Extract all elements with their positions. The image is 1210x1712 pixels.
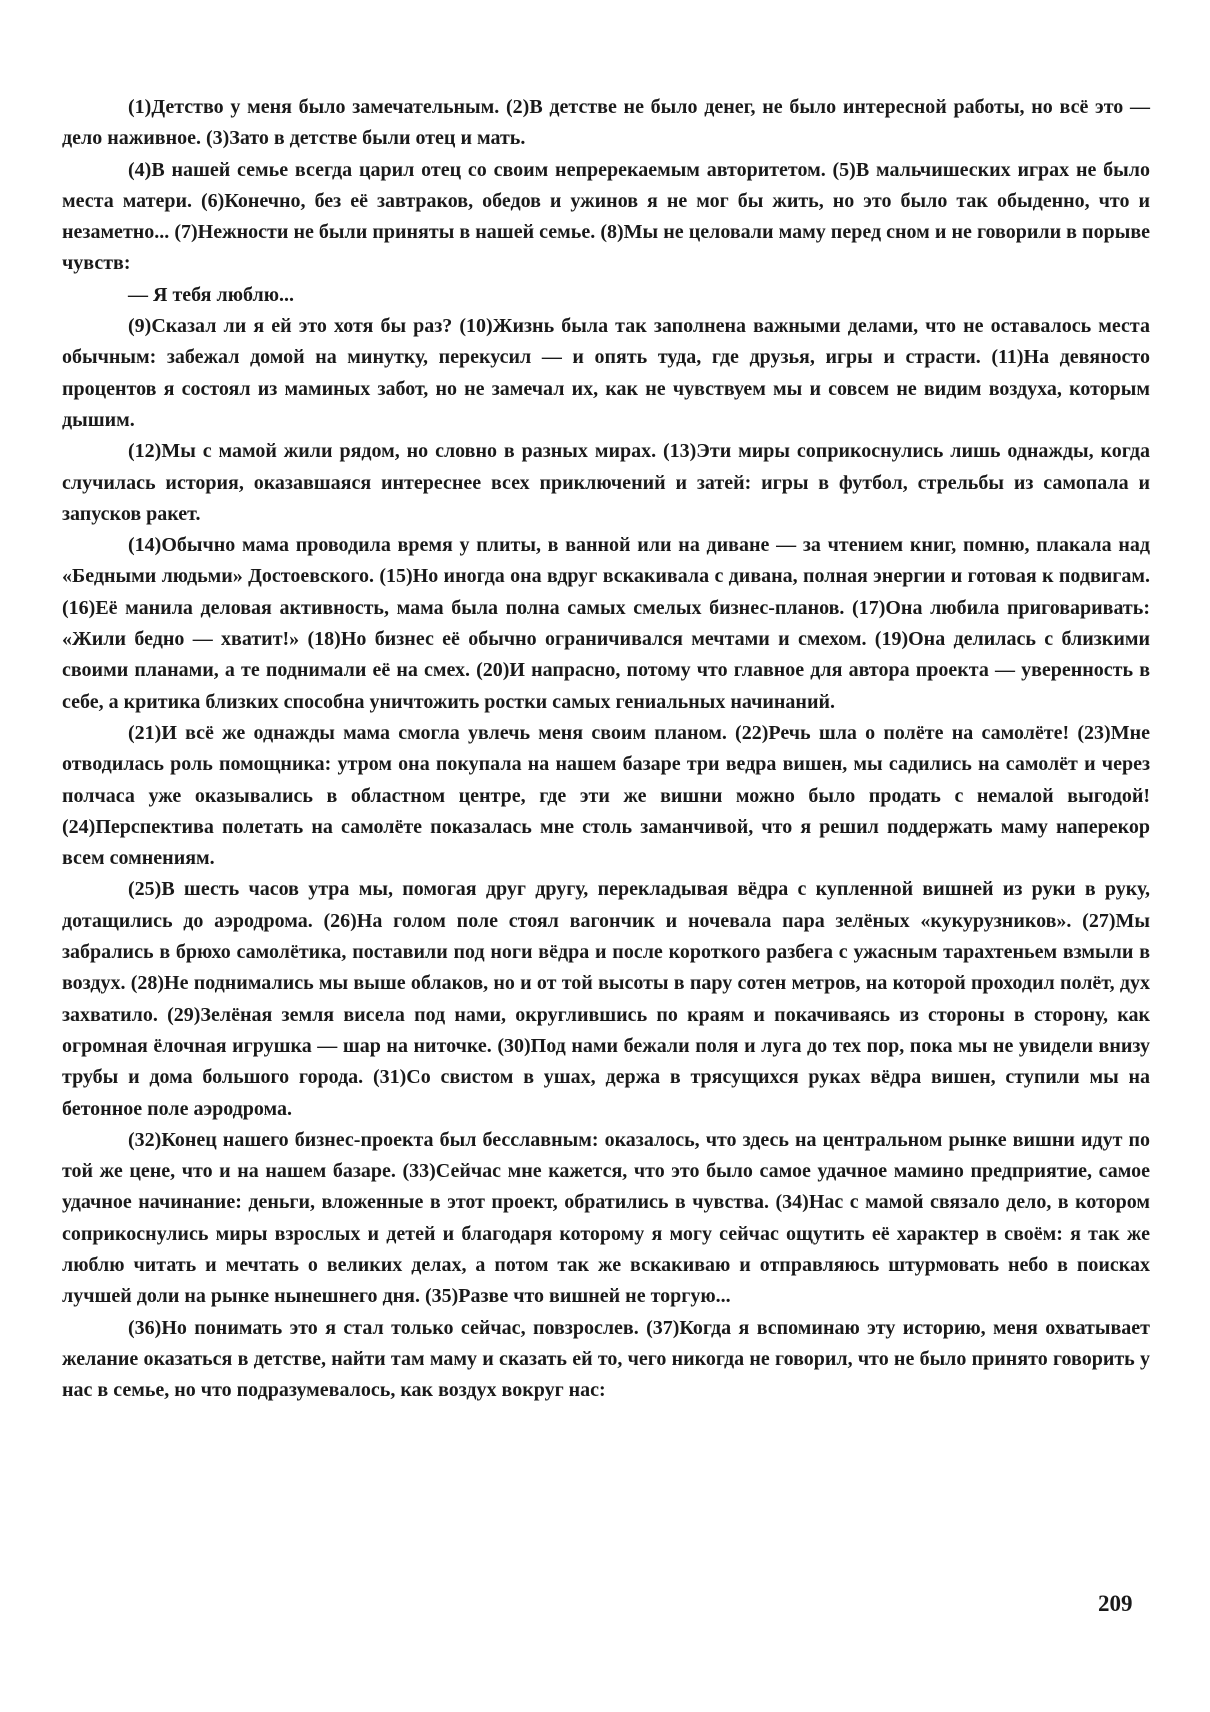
- paragraph-9: (32)Конец нашего бизнес-проекта был бесславным: оказалось, что здесь на центральном рынке вишни идут по той же цене, что и на нашем базаре. (33)Сейчас мне кажется, что это было самое удачное мамино предприятие, самое удачное начинание: деньги, вложенные в этот проект, обратились в чувства. (34)Нас с мамой связало дело, в котором соприкоснулись миры взрослых и детей и благодаря которому я могу сейчас ощутить её характер в своём: я так же люблю читать и мечтать о великих делах, а потом так же вскакиваю и отправляюсь штурмовать небо в поисках лучшей доли на рынке нынешнего дня. (35)Разве что вишней не торгую...: [62, 1128, 1150, 1308]
- paragraph-4: (9)Сказал ли я ей это хотя бы раз? (10)Жизнь была так заполнена важными делами, что не оставалось места обычным: забежал домой на минутку, перекусил — и опять туда, где друзья, игры и страсти. (11)На девяносто процентов я состоял из маминых забот, но не замечал их, как не чувствуем мы и совсем не видим воздуха, которым дышим.: [62, 315, 1150, 431]
- paragraph-8: (25)В шесть часов утра мы, помогая друг другу, перекладывая вёдра с купленной вишней из руки в руку, дотащились до аэродрома. (26)На голом поле стоял вагончик и ночевала пара зелёных «кукурузников». (27)Мы забрались в брюхо самолётика, поставили под ноги вёдра и после короткого разбега с ужасным тарахтеньем взмыли в воздух. (28)Не поднимались мы выше облаков, но и от той высоты в пару сотен метров, на которой проходил полёт, дух захватило. (29)Зелёная земля висела под нами, округлившись по краям и покачиваясь из стороны в сторону, как огромная ёлочная игрушка — шар на ниточке. (30)Под нами бежали поля и луга до тех пор, пока мы не увидели внизу трубы и дома большого города. (31)Со свистом в ушах, держа в трясущихся руках вёдра вишен, ступили мы на бетонное поле аэродрома.: [62, 878, 1150, 1120]
- paragraph-1: (1)Детство у меня было замечательным. (2)В детстве не было денег, не было интересной работы, но всё это — дело наживное. (3)Зато в детстве были отец и мать.: [62, 96, 1150, 150]
- paragraph-10: (36)Но понимать это я стал только сейчас, повзрослев. (37)Когда я вспоминаю эту историю, меня охватывает желание оказаться в детстве, найти там маму и сказать ей то, чего никогда не говорил, что не было принято говорить у нас в семье, но что подразумевалось, как воздух вокруг нас:: [62, 1316, 1150, 1402]
- text-body: [62, 92, 1150, 1406]
- paragraph-2: (4)В нашей семье всегда царил отец со своим непререкаемым авторитетом. (5)В мальчишеских играх не было места матери. (6)Конечно, без её завтраков, обедов и ужинов я не мог бы жить, но это было так обыденно, что и незаметно... (7)Нежности не были приняты в нашей семье. (8)Мы не целовали маму перед сном и не говорили в порыве чувств:: [62, 158, 1150, 275]
- paragraph-3: — Я тебя люблю...: [128, 283, 294, 306]
- paragraph-5: (12)Мы с мамой жили рядом, но словно в разных мирах. (13)Эти миры соприкоснулись лишь однажды, когда случилась история, оказавшаяся интереснее всех приключений и затей: игры в футбол, стрельбы из самопала и запусков ракет.: [62, 440, 1150, 525]
- page-number: 209: [1098, 1591, 1133, 1616]
- paragraph-7: (21)И всё же однажды мама смогла увлечь меня своим планом. (22)Речь шла о полёте на самолёте! (23)Мне отводилась роль помощника: утром она покупала на нашем базаре три ведра вишен, мы садились на самолёт и через полчаса уже оказывались в областном центре, где эти же вишни можно было продать с немалой выгодой! (24)Перспектива полетать на самолёте показалась мне столь заманчивой, что я решил поддержать маму наперекор всем сомнениям.: [62, 721, 1150, 870]
- paragraph-6: (14)Обычно мама проводила время у плиты, в ванной или на диване — за чтением книг, помню, плакала над «Бедными людьми» Достоевского. (15)Но иногда она вдруг вскакивала с дивана, полная энергии и готовая к подвигам. (16)Её манила деловая активность, мама была полна самых смелых бизнес-планов. (17)Она любила приговаривать: «Жили бедно — хватит!» (18)Но бизнес её обычно ограничивался мечтами и смехом. (19)Она делилась с близкими своими планами, а те поднимали её на смех. (20)И напрасно, потому что главное для автора проекта — уверенность в себе, а критика близких способна уничтожить ростки самых гениальных начинаний.: [62, 534, 1150, 713]
